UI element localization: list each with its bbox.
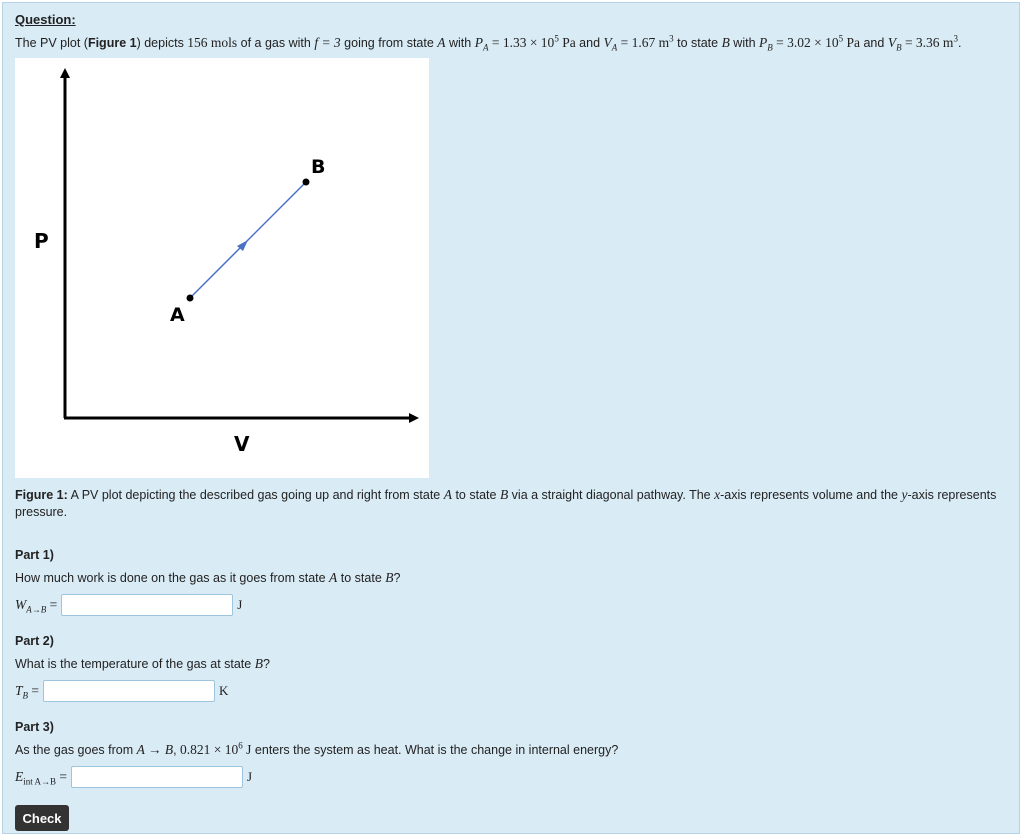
part-2-answer-label: $T_B$ = [15, 683, 40, 701]
part-1-question: How much work is done on the gas as it goes from state A to state B? [15, 570, 401, 585]
part-3-unit: J [247, 769, 253, 784]
pv-plot-figure [15, 58, 429, 478]
figure-caption: Figure 1: A PV plot depicting the described gas going up and right from state A to state B via a straight diagonal pathway. The x-axis represents volume and the y-axis represents pressure. [15, 487, 997, 519]
part-3-answer-row [15, 764, 252, 790]
check-button[interactable]: Check [15, 805, 69, 831]
part-2-unit: K [219, 683, 229, 698]
part-1-answer-row [15, 592, 242, 618]
y-axis-label: P [34, 229, 49, 253]
part-2-title: Part 2) [15, 634, 54, 648]
part-3-question: As the gas goes from A → B, $0.821 \times 10^6$ J enters the system as heat. What is the change in internal energy? [15, 740, 619, 757]
part-2-temperature-input[interactable] [43, 680, 215, 702]
x-axis-label: V [234, 432, 250, 456]
point-b [303, 179, 310, 186]
part-3-title: Part 3) [15, 720, 54, 734]
question-intro: The PV plot (Figure 1) depicts 156 mols of a gas with f = 3 going from state A with $P_A = 1.33 \times 10^5$ Pa and $V_A = 1.67$ $m^3$ to state B with $P_B = 3.02 \times 10^5$ Pa and $V_B = 3.36$ $m^3$. [15, 33, 962, 53]
point-b-label: B [311, 156, 326, 178]
part-2-answer-row [15, 678, 228, 704]
x-axis-arrowhead [409, 413, 419, 423]
part-3-internal-energy-input[interactable] [71, 766, 243, 788]
point-a [187, 295, 194, 302]
question-heading: Question: [15, 12, 76, 27]
point-a-label: A [170, 304, 185, 326]
question-panel [2, 2, 1020, 834]
part-3-answer-label: $E_{int A\to B}$ = [15, 769, 68, 787]
y-axis-arrowhead [60, 68, 70, 78]
part-1-answer-label: $W_{A\to B}$ = [15, 597, 58, 615]
part-1-title: Part 1) [15, 548, 54, 562]
pv-plot-svg [15, 58, 429, 478]
part-1-work-input[interactable] [61, 594, 233, 616]
part-1-unit: J [237, 597, 243, 612]
part-2-question: What is the temperature of the gas at state B? [15, 656, 270, 671]
